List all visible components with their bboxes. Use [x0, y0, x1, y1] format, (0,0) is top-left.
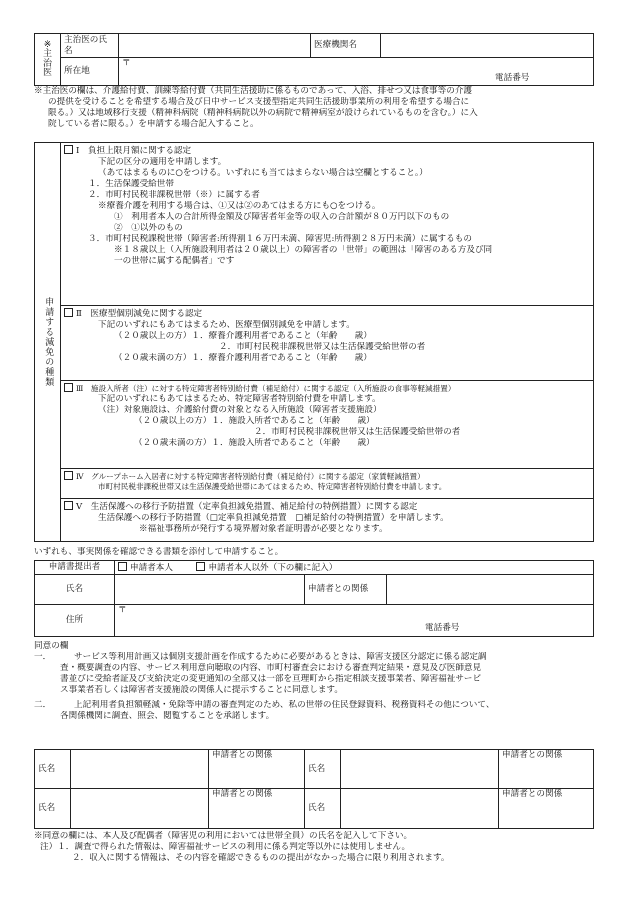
submitter-postal-mark: 〒: [118, 605, 127, 615]
doctor-table: [34, 33, 594, 86]
submitter-other-checkbox[interactable]: [196, 562, 205, 571]
reduction-table: [34, 142, 594, 542]
doctor-address-label: 所在地: [61, 58, 119, 86]
consent-relation-label-1: 申請者との関係: [209, 750, 305, 789]
doctor-note: ※主治医の欄は、介護給付費、訓練等給付費（共同生活援助に係るものであって、入浴、排せつ又は食事等の介護 の提供を受けることを希望する場合及び日中サービス支援型指定共同生活援助事業所の利用を希望する場合に 限る。）又は地域移行支援（精神科病院（精神科病院以外の病院で精神病室が設けられているものを含む。）に入 院している者に限る。）を申請する場合記入すること。: [34, 86, 478, 129]
consent-name-label-4: 氏名: [305, 789, 341, 829]
section-4-checkbox[interactable]: [64, 471, 73, 480]
submitter-name-label: 氏名: [35, 575, 115, 605]
submitter-address-label: 住所: [35, 605, 115, 637]
submitter-address-field[interactable]: [115, 605, 594, 637]
reduction-side-label: 申請する減免の種類: [35, 143, 61, 542]
submitter-self-checkbox[interactable]: [118, 562, 127, 571]
doctor-address-field[interactable]: [119, 58, 594, 86]
section-3: Ⅲ 施設入所者（注）に対する特定障害者特別給付費（補足給付）に関する認定（入所施設の食事等軽減措置） 下記のいずれにもあてはまるため、特定障害者特別給付費を申請します。 （注）対象施設は、介護給付費の対象となる入所施設（障害者支援施設） （２０歳以上の方）１．施設入所者であること（年齢 歳） ２．市町村民税非課税世帯又は生活保護受給世帯の者 （２０歳未満の方）１．施設入所者であること（年齢 歳）: [61, 381, 594, 469]
consent-relation-label-3: 申請者との関係: [209, 789, 305, 829]
doctor-phone-label: 電話番号: [495, 73, 530, 83]
attach-note: いずれも、事実関係を確認できる書類を添付して申請すること。: [34, 547, 284, 557]
consent-name-field-1[interactable]: [71, 750, 209, 789]
submitter-label: 申請書提出者: [35, 561, 115, 575]
section-5: Ⅴ 生活保護への移行予防措置（定率負担減免措置、補足給付の特例措置）に関する認定 生活保護への移行予防措置（□定率負担減免措置 □補足給付の特例措置）を申請します。 ※福祉事務所が発行する境界層対象者証明書が必要となります。: [61, 499, 594, 542]
section-2-checkbox[interactable]: [64, 308, 73, 317]
doctor-name-field[interactable]: [119, 34, 311, 58]
submitter-relation-label: 申請者との関係: [305, 575, 387, 605]
consent-relation-label-2: 申請者との関係: [499, 750, 594, 789]
submitter-table: [34, 560, 594, 637]
section-2: Ⅱ 医療型個別減免に関する認定 下記のいずれにもあてはまるため、医療型個別減免を申請します。 （２０歳以上の方）１．療養介護利用者であること（年齢 歳） ２．市町村民税非課税世帯又は生活保護受給世帯の者 （２０歳未満の方）１．療養介護利用者であること（年齢 歳）: [61, 306, 594, 381]
consent-relation-label-4: 申請者との関係: [499, 789, 594, 829]
consent-heading: 同意の欄: [34, 641, 69, 651]
section-4: Ⅳ グループホーム入居者に対する特定障害者特別給付費（補足給付）に関する認定（家賃軽減措置） 市町村民税非課税世帯又は生活保護受給世帯にあてはまるため、特定障害者特別給付費を申請します。: [61, 469, 594, 499]
submitter-name-field[interactable]: [115, 575, 305, 605]
consent-name-label-3: 氏名: [35, 789, 71, 829]
consent-name-label-1: 氏名: [35, 750, 71, 789]
doctor-name-label: 主治医の氏名: [61, 34, 119, 58]
consent-item-2-number: 二．: [34, 700, 52, 710]
submitter-relation-field[interactable]: [387, 575, 594, 605]
consent-name-field-2[interactable]: [341, 750, 499, 789]
consent-item-1-number: 一．: [34, 652, 52, 662]
section-1: Ⅰ 負担上限月額に関する認定 下記の区分の適用を申請します。 （あてはまるものに○をつける。いずれにも当てはまらない場合は空欄とすること。） １．生活保護受給世帯 ２．市町村民税非課税世帯（※）に属する者 ※療養介護を利用する場合は、①又は②のあてはまる方にも○をつける。 ① 利用者本人の合計所得金額及び障害者年金等の収入の合計額が８０万円以下のもの ② ①以外のもの ３．市町村民税課税世帯（障害者:所得割１６万円未満、障害児:所得割２８万円未満）に属するもの ※１８歳以上（入所施設利用者は２０歳以上）の障害者の「世帯」の範囲は「障害のある方及び同 一の世帯に属する配偶者」です: [61, 143, 594, 306]
consent-signature-table: [34, 749, 594, 829]
consent-section: 同意の欄 一． サービス等利用計画又は個別支援計画を作成するために必要があるときは、障害支援区分認定に係る認定調 査・概要調査の内容、サービス利用意向聴取の内容、市町村審査会における審査判定結果・意見及び医師意見 書並びに受給者証及び支給決定の変更通知の全部又は一部を亘理町から指定相談支援事業者、障害福祉サービ ス事業者若しくは障害者支援施設の関係人に提示することに同意します。 二． 上記利用者負担額軽減・免除等申請の審査判定のため、私の世帯の住民登録資料、税務資料その他について、 各関係機関に調査、照会、閲覧することを承諾します。: [34, 641, 600, 722]
footer-notes: ※同意の欄には、本人及び配偶者（障害児の利用においては世帯全員）の氏名を記入して下さい。 注）１．調査で得られた情報は、障害福祉サービスの利用に係る判定等以外には使用しません。 ２．収入に関する情報は、その内容を確認できるものの提出がなかった場合に限り利用されます。: [34, 831, 450, 863]
section-3-checkbox[interactable]: [64, 383, 73, 392]
consent-name-field-3[interactable]: [71, 789, 209, 829]
institution-field[interactable]: [381, 34, 594, 58]
doctor-side-label: ※ 主 治 医: [35, 34, 61, 86]
submitter-options: 申請者本人 申請者本人以外（下の欄に記入）: [115, 561, 594, 575]
consent-name-field-4[interactable]: [341, 789, 499, 829]
section-5-checkbox[interactable]: [64, 501, 73, 510]
postal-mark: 〒: [122, 58, 131, 68]
consent-name-label-2: 氏名: [305, 750, 341, 789]
section-1-checkbox[interactable]: [64, 145, 73, 154]
submitter-phone-label: 電話番号: [425, 623, 460, 633]
institution-label: 医療機関名: [311, 34, 381, 58]
